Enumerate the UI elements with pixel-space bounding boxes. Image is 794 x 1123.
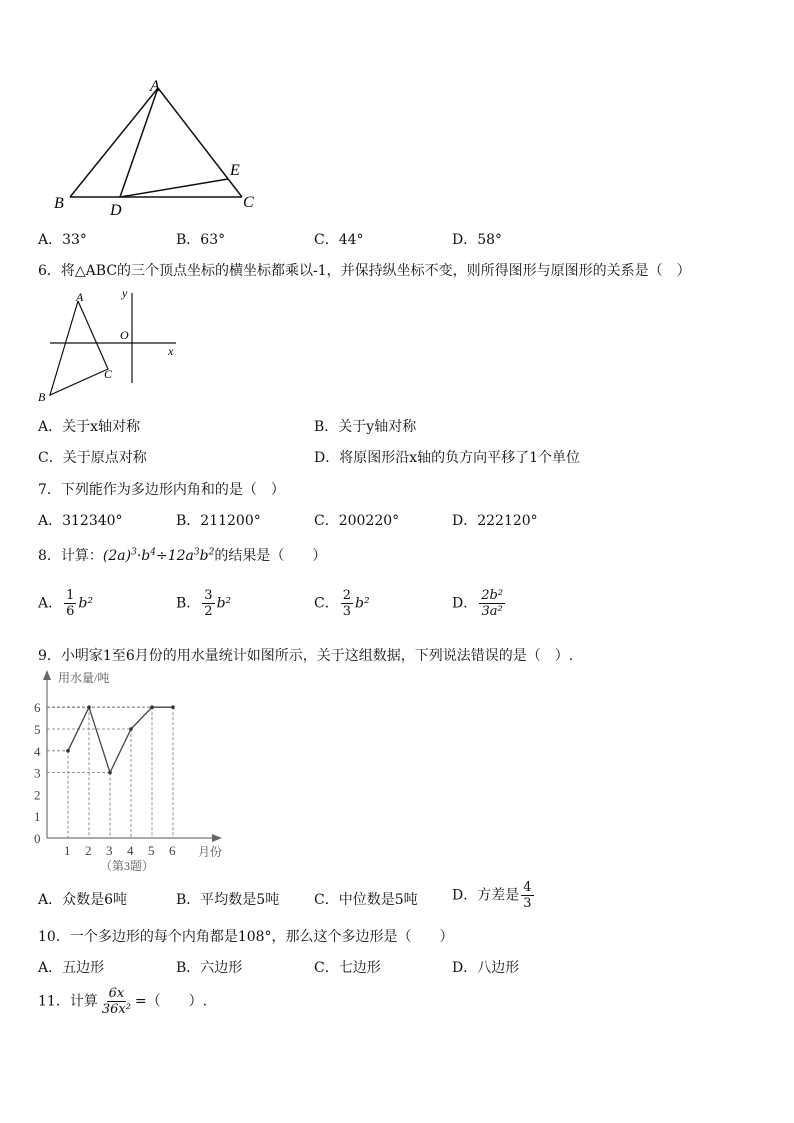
data-point (150, 705, 154, 709)
x-tick-label: 5 (148, 843, 155, 858)
label-d: D (110, 202, 122, 219)
q6-option-b[interactable]: B．关于y轴对称 (314, 419, 417, 435)
q7-option-c[interactable]: C．200220° (314, 513, 400, 529)
frac-num: 6x (108, 986, 125, 1001)
q10-option-a[interactable]: A．五边形 (38, 960, 105, 976)
q5-option-d[interactable]: D．58° (452, 232, 503, 248)
option-letter: C． (314, 595, 339, 612)
x-tick-label: 1 (64, 843, 71, 858)
option-d-prefix: D．方差是 (452, 887, 520, 904)
q8-expression: $(2a)^3\cdot b^4\div 12a^3b^2$ (102, 547, 215, 564)
frac-num: 3 (204, 588, 213, 603)
label-y: y (122, 286, 128, 300)
q9-option-a[interactable]: A．众数是6吨 (38, 892, 128, 908)
data-point (108, 771, 112, 775)
y-tick-label: 3 (34, 765, 41, 781)
data-point (87, 705, 91, 709)
x-axis-arrow (212, 834, 222, 842)
q10-stem: 10．一个多边形的每个内角都是108°，那么这个多边形是（ ） (38, 929, 454, 945)
q6-stem: 6．将△ABC的三个顶点坐标的横坐标都乘以-1，并保持纵坐标不变，则所得图形与原图形的关系是（ ） (38, 263, 691, 279)
q11-stem-suffix: =（ ）. (134, 993, 208, 1010)
q11-stem-prefix: 11．计算 (38, 993, 98, 1010)
frac-num: 4 (523, 880, 532, 895)
q10-option-d[interactable]: D．八边形 (452, 960, 520, 976)
segment-ac (158, 88, 242, 197)
q7-stem: 7．下列能作为多边形内角和的是（ ） (38, 482, 285, 498)
q6-option-c[interactable]: C．关于原点对称 (38, 450, 147, 466)
q7-option-b[interactable]: B．211200° (176, 513, 261, 529)
label-o: O (120, 328, 129, 342)
y-tick-label: 6 (34, 700, 41, 716)
q5-option-c[interactable]: C．44° (314, 232, 364, 248)
chart-caption: （第3题） (100, 859, 155, 873)
data-point (171, 705, 175, 709)
x-tick-label: 6 (169, 843, 176, 858)
frac-den: 36x² (101, 1002, 131, 1017)
q10-option-b[interactable]: B．六边形 (176, 960, 243, 976)
y-tick-label: 0 (34, 831, 41, 846)
y-tick-label: 2 (34, 787, 41, 803)
option-letter: B． (176, 595, 201, 612)
frac-num: 2 (342, 588, 351, 603)
q6-option-a[interactable]: A．关于x轴对称 (38, 419, 141, 435)
data-point (66, 749, 70, 753)
label-c: C (104, 367, 113, 381)
water-usage-line-chart (30, 668, 240, 880)
q9-option-c[interactable]: C．中位数是5吨 (314, 892, 418, 908)
q8-option-c[interactable] (314, 588, 370, 619)
q9-option-d[interactable] (452, 880, 536, 911)
q8-option-a[interactable] (38, 588, 93, 619)
label-a: A (76, 290, 84, 304)
frac-den: 6 (66, 604, 75, 619)
q9-option-b[interactable]: B．平均数是5吨 (176, 892, 280, 908)
y-tick-label: 5 (34, 722, 41, 737)
segment-de (120, 179, 228, 197)
triangle-abc (50, 301, 108, 395)
frac-den: 3 (523, 896, 532, 911)
x-tick-label: 2 (85, 843, 92, 858)
q8-option-b[interactable] (176, 588, 231, 619)
x-tick-label: 3 (106, 843, 113, 858)
y-tick-label: 4 (34, 743, 41, 759)
q6-option-d[interactable]: D．将原图形沿x轴的负方向平移了1个单位 (314, 450, 581, 466)
q7-option-a[interactable]: A．312340° (38, 513, 123, 529)
option-tail: b² (355, 595, 370, 612)
chart-xlabel: 月份 (198, 845, 223, 859)
option-letter: D． (452, 595, 478, 612)
label-e: E (230, 162, 240, 179)
label-b: B (54, 195, 64, 212)
frac-den: 3 (342, 604, 351, 619)
option-tail: b² (78, 595, 93, 612)
frac-den: 2 (204, 604, 213, 619)
segment-ad (120, 88, 158, 197)
triangle-figure-q5 (50, 75, 270, 220)
q5-option-a[interactable]: A．33° (38, 232, 87, 248)
q8-stem-suffix: 的结果是（ ） (214, 548, 327, 564)
frac-num: 2b² (481, 588, 504, 603)
option-letter: A． (38, 595, 63, 612)
data-point (129, 727, 133, 731)
label-x: x (168, 344, 174, 358)
q11-stem (38, 986, 207, 1017)
segment-ab (70, 88, 158, 197)
label-a: A (150, 78, 160, 95)
y-axis-arrow (43, 670, 51, 680)
x-tick-label: 4 (127, 843, 134, 858)
frac-den: 3a² (481, 604, 503, 619)
q7-option-d[interactable]: D．222120° (452, 513, 538, 529)
label-c: C (243, 194, 254, 211)
option-tail: b² (216, 595, 232, 612)
label-b: B (38, 390, 46, 404)
coordinate-figure-q6 (36, 283, 186, 405)
frac-num: 1 (66, 588, 75, 603)
q8-option-d[interactable] (452, 588, 507, 619)
q10-option-c[interactable]: C．七边形 (314, 960, 381, 976)
q8-stem-prefix: 8．计算： (38, 548, 103, 564)
q9-stem: 9．小明家1至6月份的用水量统计如图所示，关于这组数据，下列说法错误的是（ ）. (38, 648, 574, 664)
chart-ylabel: 用水量/吨 (58, 671, 110, 685)
q8-stem (38, 545, 326, 565)
series-line (68, 707, 173, 772)
q5-option-b[interactable]: B．63° (176, 232, 226, 248)
y-tick-label: 1 (34, 809, 41, 825)
